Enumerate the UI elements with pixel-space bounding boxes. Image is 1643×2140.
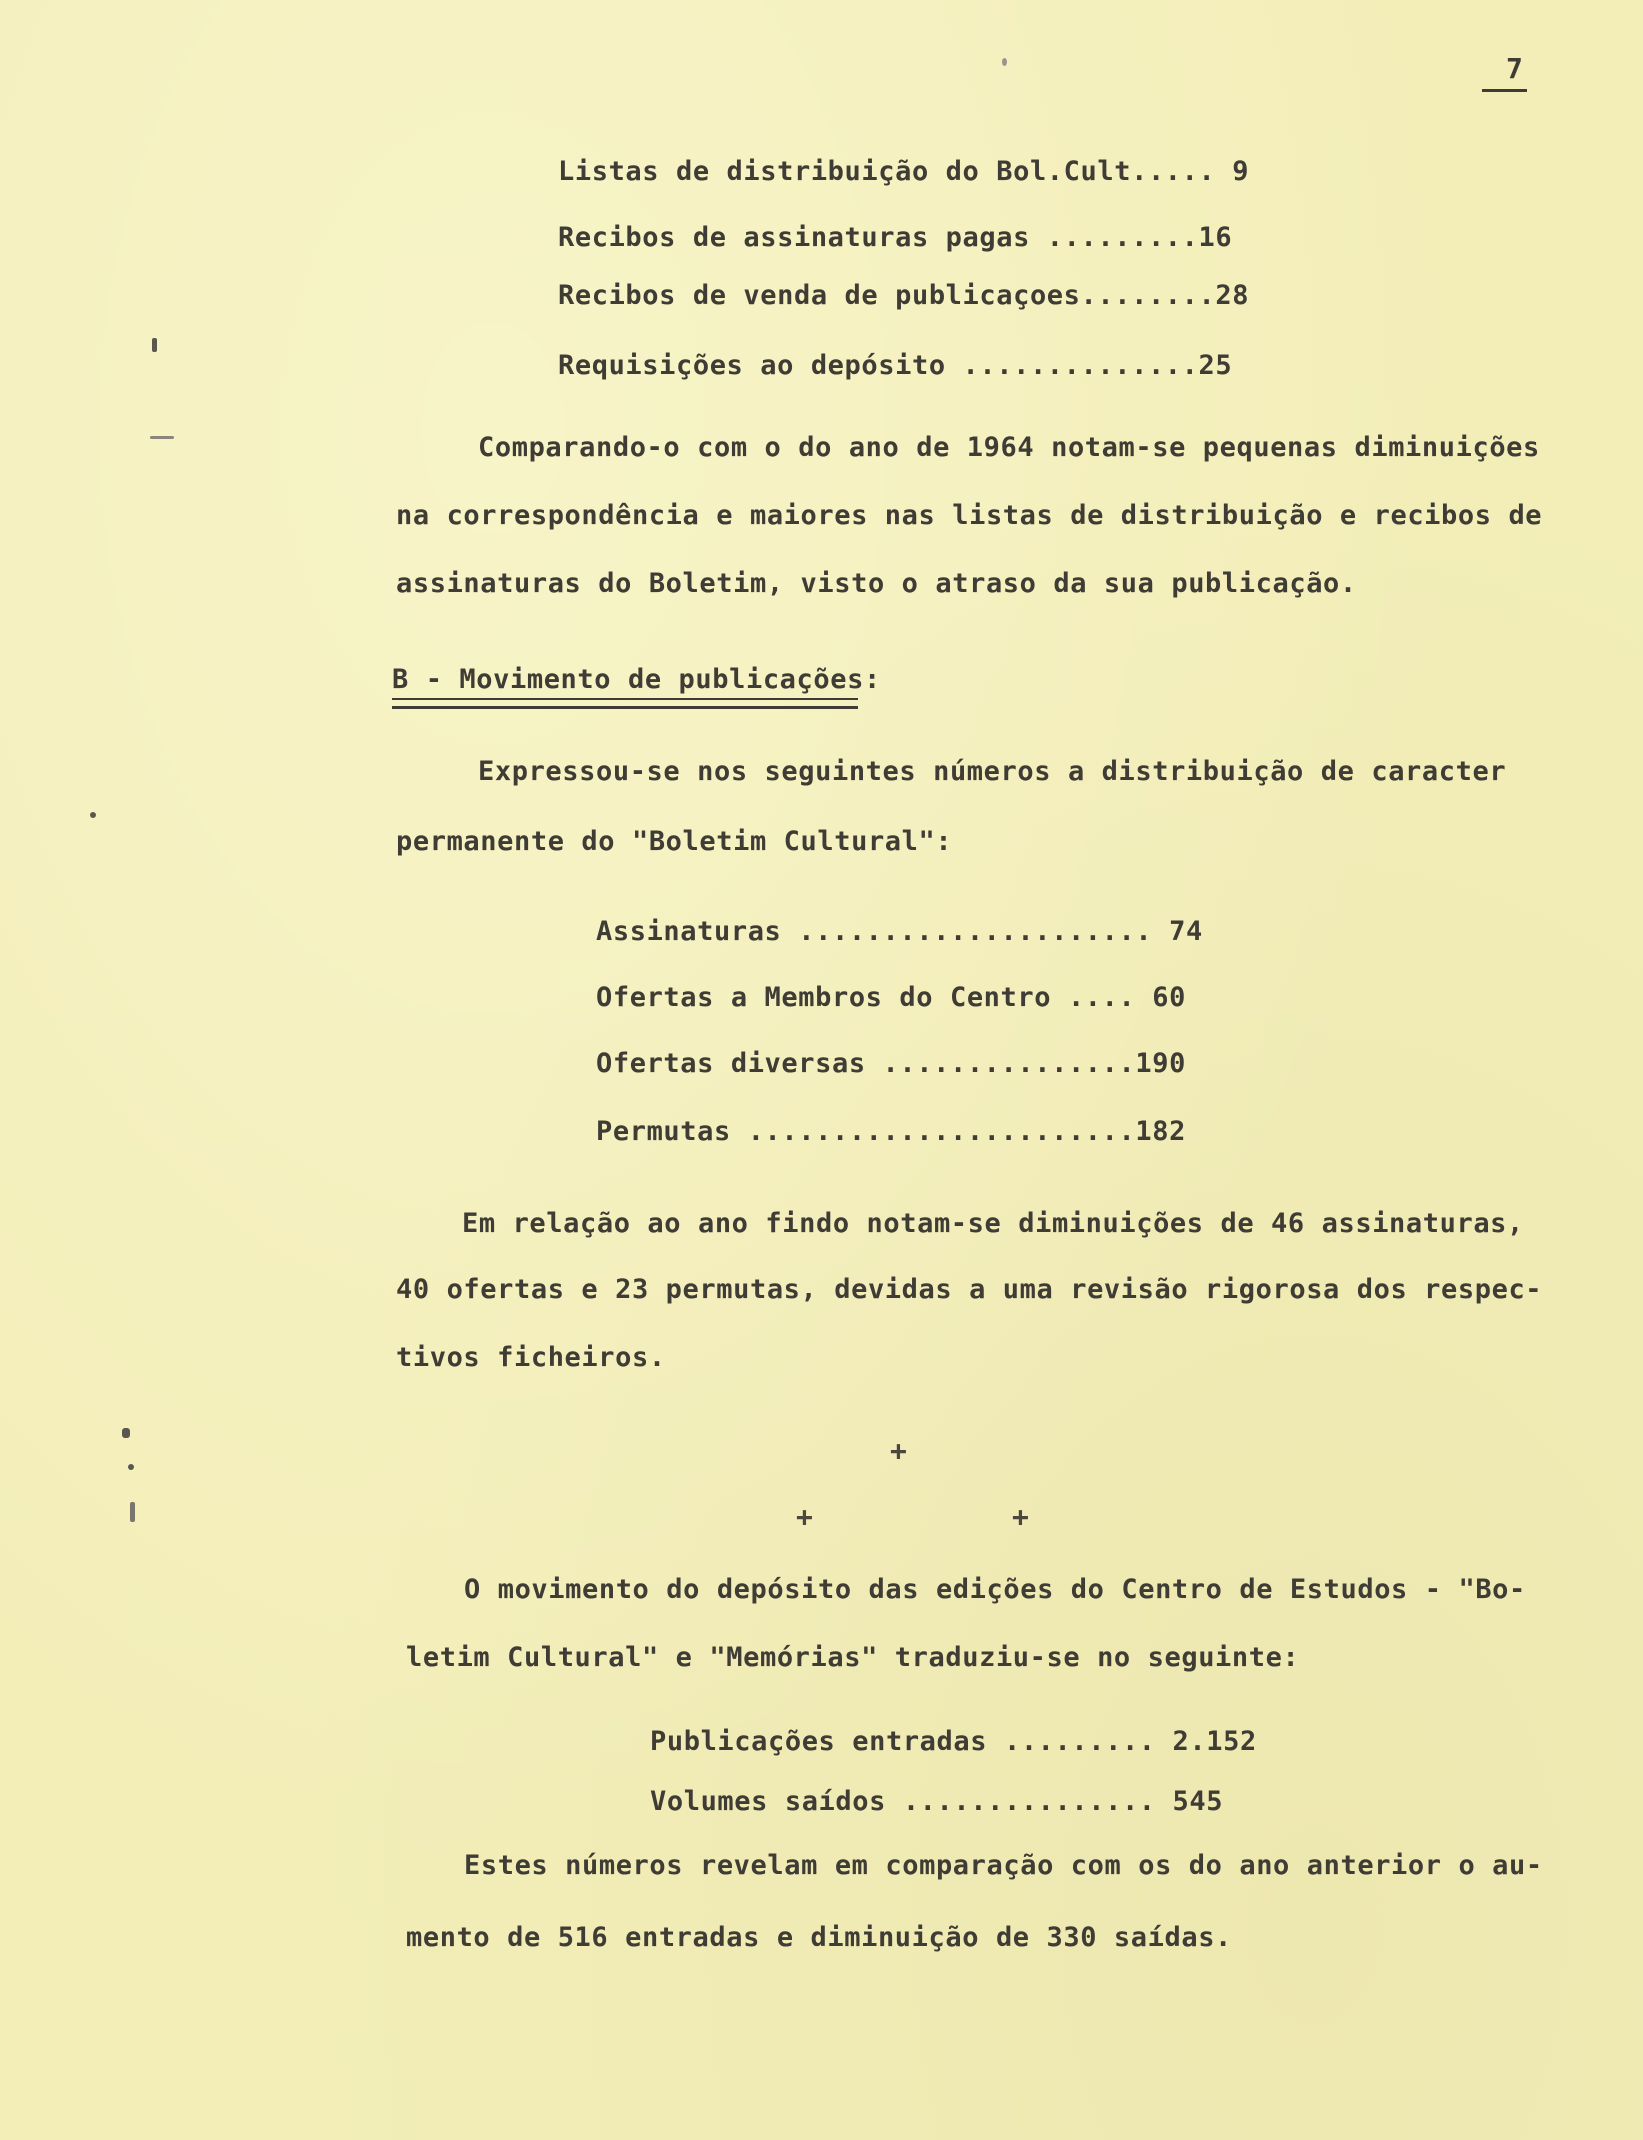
list-item-various-offers: Ofertas diversas ...............190 [596,1048,1186,1079]
paragraph-deposit-line-2: letim Cultural" e "Memórias" traduziu-se no seguinte: [406,1642,1300,1673]
paragraph-distribution-line-1: Expressou-se nos seguintes números a distribuição de caracter [478,756,1507,787]
paragraph-numbers-line-1: Estes números revelam em comparação com os do ano anterior o au- [464,1850,1543,1881]
list-item-subscription-receipts: Recibos de assinaturas pagas .........16 [558,222,1233,253]
list-item-sales-receipts: Recibos de venda de publicaçoes........28 [558,280,1250,311]
list-item-distribution-lists: Listas de distribuição do Bol.Cult..... 9 [558,156,1250,187]
list-item-subscriptions: Assinaturas ..................... 74 [596,916,1203,947]
margin-speck [150,436,174,439]
list-item-publications-received: Publicações entradas ......... 2.152 [650,1726,1257,1757]
page-number: 7 [1482,52,1527,92]
paragraph-decrease-line-3: tivos ficheiros. [396,1342,666,1373]
list-item-deposit-requisitions: Requisições ao depósito ..............25 [558,350,1233,381]
separator-cross-top: + [890,1434,907,1467]
list-item-member-offers: Ofertas a Membros do Centro .... 60 [596,982,1186,1013]
margin-speck [130,1502,135,1522]
paragraph-comparison-line-2: na correspondência e maiores nas listas de distribuição e recibos de [396,500,1543,531]
list-item-volumes-issued: Volumes saídos ............... 545 [650,1786,1224,1817]
heading-underline-double [392,706,858,709]
separator-cross-right: + [1012,1500,1029,1533]
paragraph-comparison-line-1: Comparando-o com o do ano de 1964 notam-se pequenas diminuições [478,432,1540,463]
section-heading-publications: B - Movimento de publicações: [392,664,881,695]
paragraph-deposit-line-1: O movimento do depósito das edições do Centro de Estudos - "Bo- [464,1574,1526,1605]
margin-speck [152,338,157,352]
list-item-exchanges: Permutas .......................182 [596,1116,1186,1147]
margin-speck [1002,58,1007,66]
margin-speck [90,812,96,818]
margin-speck [122,1428,130,1438]
separator-cross-left: + [796,1500,813,1533]
paragraph-decrease-line-2: 40 ofertas e 23 permutas, devidas a uma revisão rigorosa dos respec- [396,1274,1543,1305]
margin-speck [128,1464,134,1470]
paragraph-distribution-line-2: permanente do "Boletim Cultural": [396,826,953,857]
paragraph-numbers-line-2: mento de 516 entradas e diminuição de 330 saídas. [406,1922,1232,1953]
heading-underline [392,698,858,700]
paragraph-comparison-line-3: assinaturas do Boletim, visto o atraso da sua publicação. [396,568,1357,599]
paragraph-decrease-line-1: Em relação ao ano findo notam-se diminuições de 46 assinaturas, [462,1208,1524,1239]
